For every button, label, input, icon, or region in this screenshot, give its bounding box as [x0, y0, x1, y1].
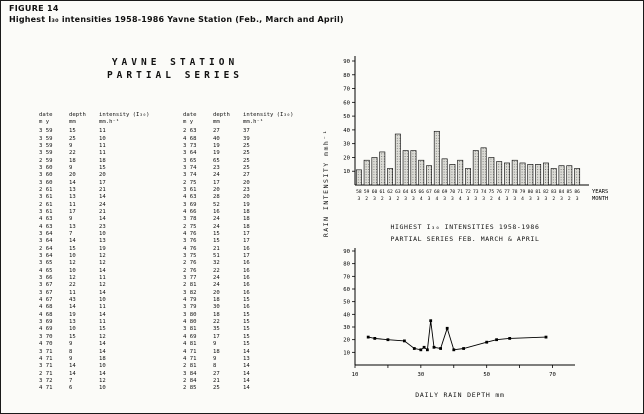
svg-text:69: 69: [441, 190, 448, 195]
svg-text:3: 3: [575, 197, 579, 202]
svg-text:3: 3: [560, 197, 563, 202]
bar: [497, 162, 502, 185]
table-row: 3 65 12 12: [39, 260, 106, 267]
svg-text:30: 30: [343, 325, 350, 331]
table-row: 3 64 7 10: [39, 231, 106, 237]
bar: [442, 159, 447, 185]
svg-text:4: 4: [497, 197, 501, 202]
table-row: 3 71 8 14: [39, 348, 106, 355]
svg-text:62: 62: [387, 190, 393, 195]
charts-panel: [315, 49, 643, 399]
data-tables: [29, 112, 321, 393]
svg-text:MONTH: MONTH: [592, 196, 609, 202]
svg-text:50: 50: [483, 372, 491, 378]
table-row: 2 61 13 21: [39, 186, 106, 193]
svg-text:3: 3: [373, 197, 376, 202]
svg-text:3: 3: [443, 197, 447, 202]
table-row: 3 74 23 25: [183, 164, 250, 171]
bar: [535, 164, 540, 185]
table-row: 3 67 22 12: [39, 282, 106, 289]
daily-rain-depth-axis-label: DAILY RAIN DEPTH mm: [415, 391, 505, 399]
bar: [489, 157, 494, 185]
svg-text:68: 68: [434, 190, 440, 195]
table-row: 2 76 22 16: [183, 267, 250, 274]
table-row: 3 74 24 27: [183, 172, 250, 179]
svg-text:50: 50: [343, 114, 350, 121]
svg-text:76: 76: [496, 190, 502, 195]
table-row: 4 66 16 18: [183, 208, 250, 215]
data-point: [387, 338, 390, 341]
table-row: 2 61 11 24: [39, 201, 106, 208]
table-row: 2 63 27 37: [183, 128, 250, 135]
table-row: 2 59 18 18: [39, 157, 106, 164]
table-row: 3 82 20 16: [183, 289, 250, 296]
svg-text:30: 30: [417, 372, 425, 378]
table-row: 2 76 32 16: [183, 260, 250, 267]
table-row: 3 69 13 11: [39, 319, 106, 326]
bar: [458, 160, 463, 185]
svg-text:4: 4: [435, 197, 439, 202]
bar: [403, 151, 408, 185]
table-row: 3 80 18 15: [183, 311, 250, 318]
svg-text:3: 3: [412, 197, 415, 202]
table-row: 3 61 17 21: [39, 208, 106, 215]
table-group-left: [39, 112, 157, 393]
figure-header: [9, 4, 344, 24]
svg-text:2: 2: [380, 197, 384, 202]
table-row: 2 75 24 18: [183, 223, 250, 230]
svg-text:78: 78: [511, 190, 518, 195]
bar: [465, 168, 470, 185]
data-point: [413, 347, 416, 350]
svg-text:80: 80: [343, 261, 350, 268]
svg-text:71: 71: [457, 190, 463, 195]
table-row: 4 71 6 10: [39, 385, 106, 392]
data-point: [495, 338, 498, 341]
svg-text:4: 4: [419, 197, 423, 202]
bar: [450, 164, 455, 185]
table-row: 3 60 14 17: [39, 179, 106, 186]
svg-text:75: 75: [488, 190, 495, 195]
svg-text:77: 77: [504, 190, 510, 195]
table-row: 3 61 13 14: [39, 194, 106, 201]
table-row: 3 59 9 11: [39, 142, 106, 149]
bar: [528, 164, 533, 185]
svg-text:3: 3: [466, 197, 470, 202]
data-point: [433, 346, 436, 349]
bar: [411, 151, 416, 185]
bar: [380, 152, 385, 185]
svg-text:2: 2: [365, 197, 369, 202]
table-title: [29, 56, 321, 82]
svg-text:59: 59: [363, 190, 370, 195]
table-row: 3 71 14 10: [39, 363, 106, 370]
svg-text:90: 90: [343, 59, 350, 65]
table-row: 2 71 14 14: [39, 370, 106, 377]
bar: [426, 166, 431, 185]
svg-text:3: 3: [451, 197, 454, 202]
svg-text:20: 20: [343, 337, 350, 344]
svg-text:70: 70: [343, 86, 350, 93]
table-row: 3 59 25 10: [39, 135, 106, 142]
svg-text:70: 70: [549, 372, 556, 378]
data-point: [403, 340, 406, 343]
table-header-left: date m y depth mm intensity (I₃₀) mm.h⁻¹: [39, 112, 150, 125]
svg-text:20: 20: [343, 155, 350, 162]
bar: [520, 163, 525, 185]
svg-text:60: 60: [371, 190, 378, 195]
svg-text:4: 4: [521, 197, 524, 202]
table-row: 3 65 65 25: [183, 157, 250, 164]
table-row: 3 81 35 15: [183, 326, 250, 333]
table-row: 4 69 10 15: [39, 326, 106, 333]
table-body-right: [183, 128, 301, 392]
svg-text:72: 72: [465, 190, 471, 195]
bar: [543, 163, 548, 185]
table-row: 4 71 9 18: [39, 355, 106, 362]
svg-text:30: 30: [343, 141, 350, 148]
svg-text:3: 3: [528, 197, 532, 202]
table-row: 3 70 15 12: [39, 333, 106, 340]
table-row: 4 81 9 15: [183, 341, 250, 348]
table-title-series: PARTIAL SERIES: [106, 70, 244, 81]
svg-text:65: 65: [410, 190, 417, 195]
table-row: 3 79 30 16: [183, 304, 250, 311]
svg-text:40: 40: [343, 127, 350, 134]
table-row: 2 81 8 14: [183, 363, 250, 370]
table-row: 3 60 9 15: [39, 164, 106, 171]
svg-text:3: 3: [404, 197, 408, 202]
bar: [512, 160, 517, 185]
data-point: [485, 341, 488, 344]
svg-text:60: 60: [343, 287, 350, 293]
table-row: 4 80 22 15: [183, 319, 250, 326]
svg-text:63: 63: [395, 190, 401, 195]
table-row: 2 84 21 14: [183, 377, 250, 384]
partial-series-table-panel: [29, 56, 321, 393]
svg-text:70: 70: [449, 190, 456, 195]
data-point: [439, 347, 442, 350]
bar: [372, 157, 377, 185]
data-point: [367, 336, 370, 339]
svg-text:70: 70: [343, 274, 350, 281]
data-point: [423, 346, 426, 349]
svg-text:3: 3: [513, 197, 517, 202]
svg-text:10: 10: [343, 169, 350, 176]
table-row: 3 84 27 14: [183, 370, 250, 377]
intensity-depth-line: [368, 321, 546, 350]
svg-text:40: 40: [343, 312, 350, 319]
svg-text:3: 3: [482, 197, 485, 202]
data-point: [462, 347, 465, 350]
table-row: 4 70 9 14: [39, 341, 106, 348]
table-row: 3 75 51 17: [183, 253, 250, 260]
data-point: [446, 327, 449, 330]
bar: [387, 168, 392, 185]
svg-text:3: 3: [536, 197, 540, 202]
svg-text:3: 3: [357, 197, 361, 202]
table-title-station: YAVNE STATION: [111, 57, 239, 68]
svg-text:84: 84: [558, 190, 565, 195]
svg-text:79: 79: [519, 190, 526, 195]
svg-text:86: 86: [574, 190, 580, 195]
table-row: 3 78 24 18: [183, 216, 250, 223]
table-row: 4 68 19 14: [39, 311, 106, 318]
data-point: [545, 336, 548, 339]
svg-text:3: 3: [474, 197, 478, 202]
svg-text:50: 50: [343, 299, 350, 306]
table-row: 3 73 19 25: [183, 142, 250, 149]
bar-chart-subtitle: PARTIAL SERIES FEB. MARCH & APRIL: [390, 235, 540, 243]
table-row: 3 64 19 25: [183, 150, 250, 157]
bar: [434, 131, 439, 185]
svg-text:2: 2: [489, 197, 493, 202]
table-row: 3 72 7 12: [39, 377, 106, 384]
table-row: 3 64 10 12: [39, 253, 106, 260]
svg-text:60: 60: [343, 100, 350, 107]
table-row: 4 67 43 10: [39, 297, 106, 304]
table-row: 3 69 52 19: [183, 201, 250, 208]
table-row: 3 61 20 23: [183, 186, 250, 193]
bar-chart-title: HIGHEST I₃₀ INTENSITIES 1958-1986: [390, 223, 540, 231]
svg-text:81: 81: [535, 190, 541, 195]
figure-caption: Highest I₃₀ intensities 1958-1986 Yavne Station (Feb., March and April): [9, 15, 344, 24]
table-row: 4 79 18 15: [183, 297, 250, 304]
svg-text:74: 74: [480, 190, 487, 195]
table-group-right: [183, 112, 301, 393]
svg-text:85: 85: [566, 190, 573, 195]
table-row: 3 66 12 11: [39, 275, 106, 282]
table-row: 4 69 17 15: [183, 333, 250, 340]
svg-text:61: 61: [379, 190, 386, 195]
table-header-right: date m y depth mm intensity (I₃₀) mm.h⁻¹: [183, 112, 294, 125]
svg-text:3: 3: [505, 197, 509, 202]
bar: [395, 134, 400, 185]
bar-chart-highest-i30: [321, 49, 631, 221]
table-row: 4 68 14 11: [39, 304, 106, 311]
table-row: 4 71 9 13: [183, 355, 250, 362]
table-body-left: [39, 128, 157, 392]
table-row: 3 77 24 16: [183, 275, 250, 282]
svg-text:73: 73: [473, 190, 479, 195]
bar: [473, 151, 478, 185]
svg-text:10: 10: [343, 350, 350, 357]
table-row: 4 65 10 14: [39, 267, 106, 274]
svg-text:67: 67: [426, 190, 432, 195]
svg-text:58: 58: [356, 190, 362, 195]
line-chart-intensity-vs-depth: [321, 243, 631, 391]
svg-text:YEARS: YEARS: [592, 189, 609, 195]
table-row: 3 60 20 20: [39, 172, 106, 179]
svg-text:4: 4: [458, 197, 462, 202]
table-row: 2 85 25 14: [183, 385, 250, 392]
table-row: 4 71 18 14: [183, 348, 250, 355]
bar: [559, 166, 564, 185]
bar: [551, 168, 556, 185]
svg-text:3: 3: [427, 197, 431, 202]
svg-text:3: 3: [388, 197, 392, 202]
table-row: 3 59 22 11: [39, 150, 106, 157]
data-point: [452, 348, 455, 351]
data-point: [373, 337, 376, 340]
data-point: [429, 319, 432, 322]
svg-text:2: 2: [552, 197, 556, 202]
table-row: 4 63 28 20: [183, 194, 250, 201]
bar: [574, 168, 579, 185]
table-row: 4 76 21 16: [183, 245, 250, 252]
table-row: 3 64 14 13: [39, 238, 106, 245]
svg-text:82: 82: [543, 190, 549, 195]
svg-text:2: 2: [396, 197, 400, 202]
svg-text:80: 80: [527, 190, 534, 195]
data-point: [419, 348, 422, 351]
data-point: [426, 348, 429, 351]
bar: [364, 160, 369, 185]
svg-text:83: 83: [550, 190, 557, 195]
table-row: 4 63 9 14: [39, 216, 106, 223]
svg-text:2: 2: [567, 197, 571, 202]
rain-intensity-axis-label: RAIN INTENSITY mmh⁻¹: [322, 128, 330, 238]
figure-label: FIGURE 14: [9, 4, 59, 13]
table-row: 3 67 11 14: [39, 289, 106, 296]
bar: [567, 166, 572, 185]
bar: [356, 170, 361, 185]
table-row: 4 68 40 39: [183, 135, 250, 142]
svg-text:66: 66: [418, 190, 425, 195]
table-row: 3 76 15 17: [183, 238, 250, 245]
table-row: 2 75 17 20: [183, 179, 250, 186]
bar: [504, 163, 509, 185]
bar: [419, 160, 424, 185]
svg-text:64: 64: [402, 190, 409, 195]
table-row: 4 63 13 23: [39, 223, 106, 230]
table-row: 2 81 24 16: [183, 282, 250, 289]
data-point: [508, 337, 511, 340]
bar: [481, 148, 486, 185]
table-row: 4 76 15 17: [183, 231, 250, 237]
svg-text:90: 90: [343, 249, 350, 255]
svg-text:80: 80: [343, 72, 350, 79]
table-row: 2 64 15 19: [39, 245, 106, 252]
svg-text:10: 10: [351, 372, 359, 378]
table-row: 3 59 15 11: [39, 128, 106, 135]
svg-text:3: 3: [544, 197, 548, 202]
